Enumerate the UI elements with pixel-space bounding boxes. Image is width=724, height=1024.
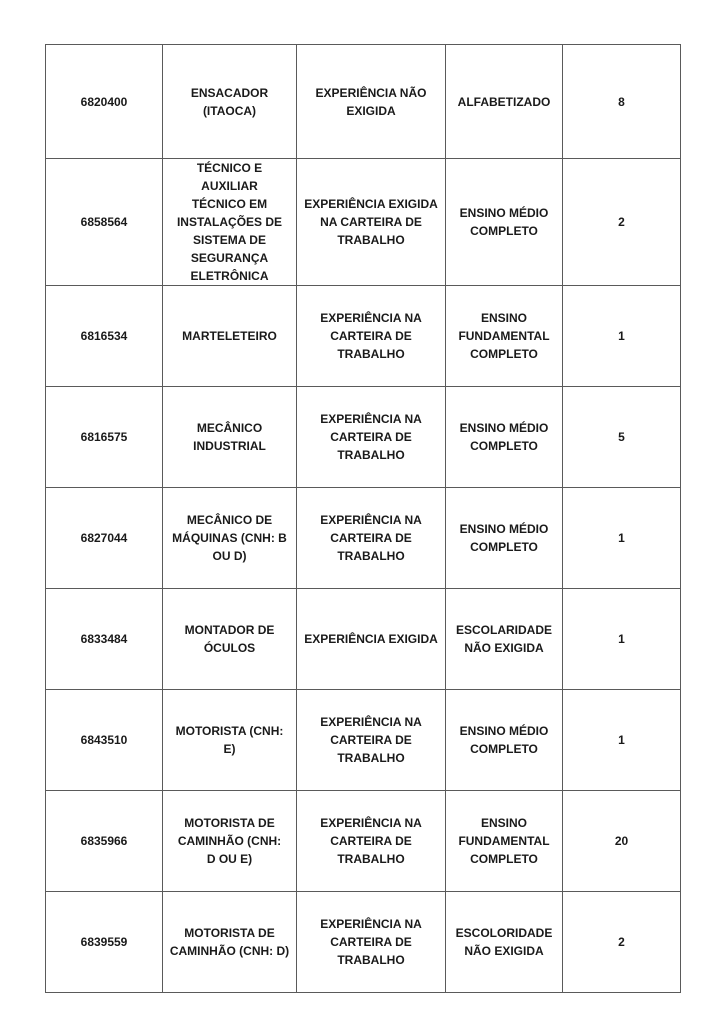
table-row: [46, 892, 681, 993]
vacancy-education: ESCOLORIDADE NÃO EXIGIDA: [446, 892, 563, 993]
vacancy-experience: EXPERIÊNCIA NÃO EXIGIDA: [297, 45, 446, 159]
vacancy-count: 20: [563, 791, 681, 892]
vacancy-count: 1: [563, 589, 681, 690]
vacancy-code: 6858564: [46, 159, 163, 286]
vacancy-experience: EXPERIÊNCIA EXIGIDA NA CARTEIRA DE TRABALHO: [297, 159, 446, 286]
table-row: [46, 286, 681, 387]
vacancy-education: ENSINO MÉDIO COMPLETO: [446, 159, 563, 286]
vacancy-experience: EXPERIÊNCIA EXIGIDA: [297, 589, 446, 690]
vacancy-count: 2: [563, 892, 681, 993]
vacancy-count: 1: [563, 286, 681, 387]
vacancy-education: ENSINO MÉDIO COMPLETO: [446, 690, 563, 791]
table-row: [46, 589, 681, 690]
vacancy-count: 8: [563, 45, 681, 159]
vacancy-experience: EXPERIÊNCIA NA CARTEIRA DE TRABALHO: [297, 791, 446, 892]
vacancy-role: TÉCNICO E AUXILIAR TÉCNICO EM INSTALAÇÕES DE SISTEMA DE SEGURANÇA ELETRÔNICA: [163, 159, 297, 286]
vacancy-experience: EXPERIÊNCIA NA CARTEIRA DE TRABALHO: [297, 488, 446, 589]
vacancy-code: 6820400: [46, 45, 163, 159]
vacancy-experience: EXPERIÊNCIA NA CARTEIRA DE TRABALHO: [297, 690, 446, 791]
vacancy-role: MOTORISTA (CNH: E): [163, 690, 297, 791]
vacancy-count: 1: [563, 488, 681, 589]
vacancy-role: MOTORISTA DE CAMINHÃO (CNH: D OU E): [163, 791, 297, 892]
vacancy-role: MECÂNICO INDUSTRIAL: [163, 387, 297, 488]
vacancy-count: 5: [563, 387, 681, 488]
vacancy-code: 6816575: [46, 387, 163, 488]
vacancy-role: ENSACADOR (ITAOCA): [163, 45, 297, 159]
vacancy-education: ALFABETIZADO: [446, 45, 563, 159]
table-row: [46, 45, 681, 159]
table-row: [46, 791, 681, 892]
vacancy-count: 2: [563, 159, 681, 286]
vacancy-experience: EXPERIÊNCIA NA CARTEIRA DE TRABALHO: [297, 387, 446, 488]
vacancy-education: ENSINO FUNDAMENTAL COMPLETO: [446, 791, 563, 892]
vacancy-education: ENSINO FUNDAMENTAL COMPLETO: [446, 286, 563, 387]
vacancy-education: ENSINO MÉDIO COMPLETO: [446, 387, 563, 488]
vacancy-experience: EXPERIÊNCIA NA CARTEIRA DE TRABALHO: [297, 286, 446, 387]
table-row: [46, 159, 681, 286]
vacancy-role: MONTADOR DE ÓCULOS: [163, 589, 297, 690]
vacancy-role: MARTELETEIRO: [163, 286, 297, 387]
vacancy-code: 6839559: [46, 892, 163, 993]
vacancy-role: MECÂNICO DE MÁQUINAS (CNH: B OU D): [163, 488, 297, 589]
vacancy-experience: EXPERIÊNCIA NA CARTEIRA DE TRABALHO: [297, 892, 446, 993]
vacancy-table: [45, 44, 681, 993]
table-row: [46, 690, 681, 791]
table-row: [46, 387, 681, 488]
vacancy-role: MOTORISTA DE CAMINHÃO (CNH: D): [163, 892, 297, 993]
vacancy-code: 6816534: [46, 286, 163, 387]
vacancy-education: ENSINO MÉDIO COMPLETO: [446, 488, 563, 589]
table-row: [46, 488, 681, 589]
vacancy-code: 6843510: [46, 690, 163, 791]
vacancy-education: ESCOLARIDADE NÃO EXIGIDA: [446, 589, 563, 690]
vacancy-code: 6827044: [46, 488, 163, 589]
vacancy-code: 6833484: [46, 589, 163, 690]
vacancy-code: 6835966: [46, 791, 163, 892]
vacancy-count: 1: [563, 690, 681, 791]
